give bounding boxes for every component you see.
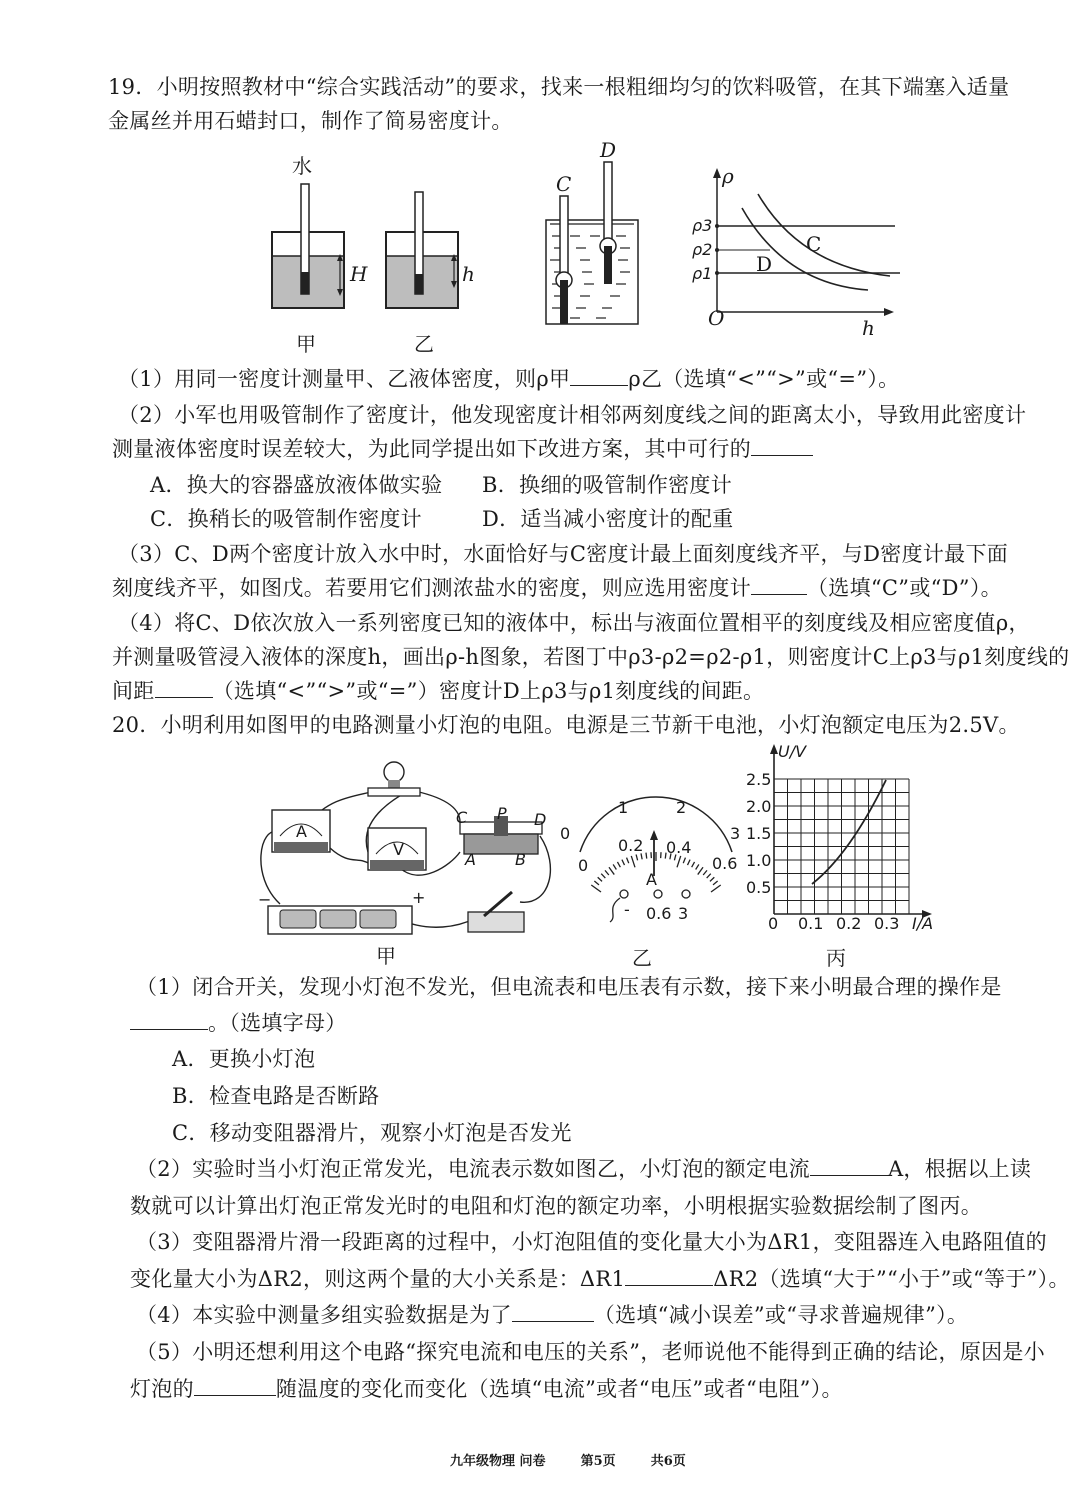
dial-tick	[707, 874, 711, 878]
fig-C-label: C	[556, 172, 572, 196]
q19-intro-line2: 金属丝并用石蜡封口，制作了简易密度计。	[108, 109, 513, 133]
q20-part2-line1	[136, 1156, 1031, 1182]
footer-page: 第5页	[580, 1454, 616, 1469]
fig-bing-caption: 丙	[826, 946, 846, 970]
rheostat-B-label: B	[515, 850, 526, 869]
ui-graph-y-1.0: 1.0	[746, 851, 772, 870]
graph-rho-label: ρ	[722, 164, 734, 188]
ui-graph-x-0.3: 0.3	[874, 914, 900, 933]
q20-part3-line1: （3）变阻器滑片滑一段距离的过程中，小灯泡阻值的变化量大小为ΔR1，变阻器连入电路阻值的	[136, 1230, 1047, 1254]
dial-tick	[636, 855, 637, 861]
graph-origin-label: O	[708, 306, 725, 330]
q20-part5-line2	[130, 1376, 843, 1402]
ui-graph-U-label: U/V	[778, 742, 807, 761]
ui-graph-y-2.5: 2.5	[746, 770, 772, 789]
dial-tick	[713, 881, 718, 885]
dial-scale-0-lower: 0	[578, 856, 589, 875]
ui-graph-x-0.2: 0.2	[836, 914, 862, 933]
q20-part1-line2	[130, 1010, 347, 1036]
graph-curve-C-label: C	[806, 232, 822, 256]
dial-tick	[631, 856, 635, 867]
dial-tick	[617, 862, 620, 867]
footer-total: 共6页	[650, 1454, 686, 1469]
fig-H-label: H	[350, 262, 368, 286]
battery-minus-label: −	[258, 890, 272, 909]
q19-rho-h-graph	[690, 166, 910, 326]
fig-D-label: D	[600, 138, 617, 162]
dial-scale-2: 2	[676, 798, 687, 817]
q20-part2-answer-blank[interactable]	[810, 1157, 888, 1176]
q20-part4-text-a: （4）本实验中测量多组实验数据是为了	[136, 1303, 512, 1327]
q20-ui-graph	[760, 744, 940, 924]
q19-part3-text-a: 刻度线齐平，如图戊。若要用它们测浓盐水的密度，则应选用密度计	[112, 576, 751, 600]
fig-h-label: h	[462, 262, 475, 286]
dial-tick	[696, 864, 699, 869]
dial-tick	[710, 877, 714, 881]
q19-part3-line1: （3）C、D两个密度计放入水中时，水面恰好与C密度计最上面刻度线齐平，与D密度计最下面	[118, 542, 1009, 566]
q19-part2-answer-blank[interactable]	[751, 437, 813, 456]
rheostat-A-label: A	[465, 850, 476, 869]
q20-part3-line2	[130, 1266, 1070, 1292]
ui-graph-x-0: 0	[768, 914, 779, 933]
q19-part2-line1: （2）小军也用吸管制作了密度计，他发现密度计相邻两刻度线之间的距离太小，导致用此密度计	[118, 403, 1027, 427]
dial-tick	[622, 860, 625, 865]
dial-tick	[677, 856, 681, 867]
q19-part4-text-b: （选填“<”“>”或“=”）密度计D上ρ3与ρ1刻度线的间距。	[212, 679, 765, 703]
battery-plus-label: +	[412, 888, 426, 907]
dial-tick	[605, 870, 609, 875]
q20-part1-text: 。（选填字母）	[208, 1011, 347, 1035]
q20-option-B: B．检查电路是否断路	[172, 1084, 380, 1108]
dial-scale-02: 0.2	[618, 836, 644, 855]
q19-tank-figure	[540, 140, 650, 330]
dial-terminal-minus: -	[624, 900, 630, 919]
dial-tick	[594, 881, 599, 885]
fig-yi-caption: 乙	[632, 946, 652, 970]
q20-part4-text-b: （选填“减小误差”或“寻求普遍规律”）。	[593, 1303, 969, 1327]
q20-part1-line1: （1）闭合开关，发现小灯泡不发光，但电流表和电压表有示数，接下来小明最合理的操作是	[136, 975, 1002, 999]
q19-part2-line2	[112, 436, 813, 462]
switch	[468, 892, 524, 932]
ui-graph-I-label: I/A	[912, 914, 934, 933]
circuit-voltmeter-label: V	[393, 840, 404, 859]
q19-part4-text-a: 间距	[112, 679, 155, 703]
ui-graph-y-1.5: 1.5	[746, 824, 772, 843]
q20-part5-answer-blank[interactable]	[194, 1377, 276, 1396]
q20-part5-line1: （5）小明还想利用这个电路“探究电流和电压的关系”，老师说他不能得到正确的结论，原因是小	[136, 1340, 1046, 1364]
dial-tick	[598, 877, 602, 881]
q19-option-C: C．换稍长的吸管制作密度计	[150, 507, 422, 531]
dial-tick	[601, 874, 605, 878]
q19-intro-line1: 19．小明按照教材中“综合实践活动”的要求，找来一根粗细均匀的饮料吸管，在其下端塞入适量	[108, 75, 1010, 99]
dial-tick	[692, 862, 695, 867]
fig-water-label: 水	[292, 154, 312, 178]
graph-rho3-label: ρ3	[692, 216, 713, 235]
dial-scale-0: 0	[560, 824, 571, 843]
q20-part5-text-a: 灯泡的	[130, 1377, 194, 1401]
graph-curve-D-label: D	[756, 252, 773, 276]
beaker-yi	[386, 192, 458, 308]
q19-part3-text-b: （选填“C”或“D”）。	[807, 576, 1002, 600]
rheostat-P-label: P	[497, 804, 507, 823]
rheostat-D-label: D	[534, 810, 547, 829]
q20-part5-text-b: 随温度的变化而变化（选填“电流”或者“电压”或者“电阻”）。	[275, 1377, 843, 1401]
graph-h-axis-label: h	[862, 316, 875, 340]
q20-part3-answer-blank[interactable]	[625, 1267, 713, 1286]
battery-pack	[268, 906, 412, 934]
dial-tick	[609, 867, 614, 874]
page-footer	[450, 1450, 686, 1469]
dial-scale-06: 0.6	[712, 854, 738, 873]
ui-graph-y-2.0: 2.0	[746, 797, 772, 816]
q20-part3-text-a: 变化量大小为ΔR2，则这两个量的大小关系是：ΔR1	[130, 1267, 626, 1291]
q19-option-A: A．换大的容器盛放液体做实验	[150, 473, 443, 497]
dial-tick	[698, 867, 703, 874]
dial-scale-3: 3	[730, 824, 741, 843]
q20-part2-line2: 数就可以计算出灯泡正常发光时的电阻和灯泡的额定功率，小明根据实验数据绘制了图丙。	[130, 1194, 982, 1218]
q20-part4-answer-blank[interactable]	[512, 1303, 594, 1322]
footer-subject: 九年级物理 问卷	[450, 1454, 546, 1469]
q20-part4	[136, 1302, 968, 1328]
bulb	[368, 762, 420, 796]
graph-rho2-label: ρ2	[692, 240, 713, 259]
q19-part4-line3	[112, 678, 764, 704]
dial-terminal-06: 0.6	[646, 904, 672, 923]
q19-part4-line2: 并测量吸管浸入液体的深度h，画出ρ-h图象，若图丁中ρ3-ρ2=ρ2-ρ1，则密度计C上ρ3与ρ1刻度线的	[112, 645, 1070, 669]
ui-graph-x-0.1: 0.1	[798, 914, 824, 933]
dial-tick	[613, 864, 616, 869]
rheostat-C-label: C	[456, 808, 468, 827]
q19-part2-text: 测量液体密度时误差较大，为此同学提出如下改进方案，其中可行的	[112, 437, 751, 461]
graph-rho1-label: ρ1	[692, 264, 713, 283]
q20-part3-text-b: ΔR2（选填“大于”“小于”或“等于”）。	[713, 1267, 1070, 1291]
q20-intro: 20．小明利用如图甲的电路测量小灯泡的电阻。电源是三节新干电池，小灯泡额定电压为2.5V。	[112, 713, 1020, 737]
q20-part1-answer-blank[interactable]	[130, 1011, 208, 1030]
q20-circuit-figure	[250, 756, 560, 942]
dial-tick	[711, 885, 721, 892]
q19-part3-answer-blank[interactable]	[751, 576, 807, 595]
q19-part3-line2	[112, 575, 1002, 601]
dial-scale-1: 1	[618, 798, 629, 817]
q19-option-B: B．换细的吸管制作密度计	[482, 473, 733, 497]
fig-yi-label: 乙	[414, 332, 434, 356]
ui-graph-y-0.5: 0.5	[746, 878, 772, 897]
dial-tick	[591, 885, 601, 892]
dial-scale-04: 0.4	[666, 838, 692, 857]
circuit-ammeter-label: A	[296, 822, 307, 841]
q20-part2-text-a: （2）实验时当小灯泡正常发光，电流表示数如图乙，小灯泡的额定电流	[136, 1157, 810, 1181]
q20-option-C: C．移动变阻器滑片，观察小灯泡是否发光	[172, 1121, 572, 1145]
dial-unit-A: A	[646, 870, 657, 889]
dial-terminal-3: 3	[678, 904, 689, 923]
q19-part4-answer-blank[interactable]	[155, 679, 213, 698]
beaker-jia	[272, 184, 344, 308]
q19-beaker-figures	[260, 150, 490, 360]
dial-tick	[683, 858, 685, 864]
q19-part1	[118, 366, 899, 392]
q19-part4-line1: （4）将C、D依次放入一系列密度已知的液体中，标出与液面位置相平的刻度线及相应密度值ρ，	[118, 611, 1030, 635]
q19-part1-answer-blank[interactable]	[570, 367, 628, 386]
q19-part1-text-a: （1）用同一密度计测量甲、乙液体密度，则ρ甲	[118, 367, 571, 391]
dial-tick	[688, 860, 691, 865]
q19-part1-text-b: ρ乙（选填“<”“>”或“=”）。	[628, 367, 900, 391]
dial-tick	[627, 858, 629, 864]
q19-option-D: D．适当减小密度计的配重	[482, 507, 734, 531]
q20-option-A: A．更换小灯泡	[172, 1047, 316, 1071]
fig-jia-label: 甲	[296, 332, 316, 356]
fig-jia-caption: 甲	[376, 944, 396, 968]
q20-part2-text-b: A，根据以上读	[887, 1157, 1032, 1181]
dial-tick	[703, 870, 707, 875]
dial-tick	[646, 853, 647, 859]
